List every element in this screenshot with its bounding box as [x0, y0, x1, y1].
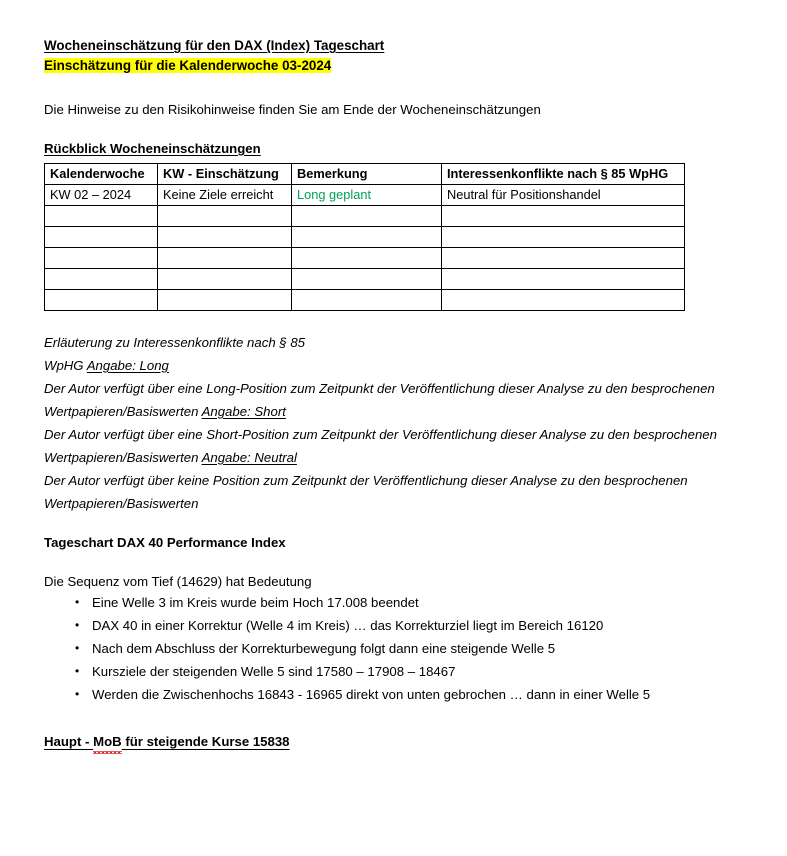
- analysis-lead: Die Sequenz vom Tief (14629) hat Bedeutung: [44, 574, 312, 589]
- cell-empty: [158, 290, 292, 311]
- cell-empty: [158, 269, 292, 290]
- cell-empty: [292, 227, 442, 248]
- review-heading: Rückblick Wocheneinschätzungen: [44, 141, 261, 156]
- analysis-heading: Tageschart DAX 40 Performance Index: [44, 535, 286, 550]
- cell-empty: [292, 269, 442, 290]
- cell-empty: [442, 269, 685, 290]
- list-item: • DAX 40 in einer Korrektur (Welle 4 im Kreis) … das Korrekturziel liegt im Bereich 16120: [92, 614, 744, 637]
- disclosure-line-4-underlined: Angabe: Neutral: [201, 450, 297, 465]
- table-row-empty: [45, 248, 685, 269]
- cell-empty: [45, 290, 158, 311]
- cell-empty: [158, 206, 292, 227]
- document-title-1-text: Wocheneinschätzung für den DAX (Index) Tageschart: [44, 38, 385, 53]
- table-row-empty: [45, 227, 685, 248]
- list-item: • Werden die Zwischenhochs 16843 - 16965 direkt von unten gebrochen … dann in einer Welle 5: [92, 683, 744, 706]
- review-table: [44, 163, 685, 311]
- cell-empty: [45, 206, 158, 227]
- footer-final-line: [44, 732, 290, 752]
- table-row: [45, 185, 685, 206]
- footer-line-wrapper: [44, 732, 744, 752]
- cell-empty: [442, 227, 685, 248]
- table-row-empty: [45, 269, 685, 290]
- column-header-bemerkung: Bemerkung: [292, 164, 442, 185]
- footer-prefix: Haupt -: [44, 734, 94, 749]
- cell-empty: [45, 248, 158, 269]
- cell-empty: [45, 227, 158, 248]
- cell-empty: [292, 248, 442, 269]
- analysis-bullet-list: [44, 591, 744, 706]
- footer-spellchecked-word: MoB: [93, 732, 122, 752]
- cell-empty: [292, 290, 442, 311]
- column-header-einschaetzung: KW - Einschätzung: [158, 164, 292, 185]
- disclosure-line-4-text: Der Autor verfügt über eine Short-Position zum Zeitpunkt der Veröffentlichung dieser Analyse zu den besprochenen Wertpapieren/Basiswerten: [44, 427, 717, 465]
- disclosure-line-3-underlined: Angabe: Short: [201, 404, 286, 419]
- list-item: • Nach dem Abschluss der Korrekturbewegung folgt dann eine steigende Welle 5: [92, 637, 744, 660]
- document-title-2: [44, 56, 744, 76]
- cell-empty: [442, 290, 685, 311]
- table-row-empty: [45, 290, 685, 311]
- list-item: • Eine Welle 3 im Kreis wurde beim Hoch 17.008 beendet: [92, 591, 744, 614]
- disclosure-line-1: Erläuterung zu Interessenkonflikte nach § 85: [44, 335, 305, 350]
- cell-kalenderwoche: KW 02 – 2024: [45, 185, 158, 206]
- document-title-1: [44, 36, 744, 56]
- cell-empty: [45, 269, 158, 290]
- document-body: [44, 36, 744, 752]
- table-header-row: [45, 164, 685, 185]
- document-title-2-text: Einschätzung für die Kalenderwoche 03-2024: [44, 58, 332, 73]
- cell-empty: [292, 206, 442, 227]
- disclosure-line-5: Der Autor verfügt über keine Position zum Zeitpunkt der Veröffentlichung dieser Analyse zu den besprochenen Wertpapieren/Basiswerten: [44, 473, 688, 511]
- disclosure-line-3-text: Der Autor verfügt über eine Long-Position zum Zeitpunkt der Veröffentlichung dieser Analyse zu den besprochenen Wertpapieren/Basiswerten: [44, 381, 715, 419]
- column-header-kalenderwoche: Kalenderwoche: [45, 164, 158, 185]
- disclosure-block: [44, 331, 744, 515]
- disclosure-line-2-underlined: Angabe: Long: [86, 358, 169, 373]
- list-item: • Kursziele der steigenden Welle 5 sind 17580 – 17908 – 18467: [92, 660, 744, 683]
- cell-empty: [158, 248, 292, 269]
- disclosure-line-2-prefix: WpHG: [44, 358, 87, 373]
- table-row-empty: [45, 206, 685, 227]
- cell-empty: [442, 248, 685, 269]
- cell-bemerkung: Long geplant: [292, 185, 442, 206]
- cell-empty: [158, 227, 292, 248]
- cell-einschaetzung: Keine Ziele erreicht: [158, 185, 292, 206]
- disclosure-line-3: [44, 377, 744, 423]
- footer-suffix: für steigende Kurse 15838: [121, 734, 290, 749]
- disclosure-line-4: [44, 423, 744, 469]
- intro-paragraph: Die Hinweise zu den Risikohinweise finden Sie am Ende der Wocheneinschätzungen: [44, 102, 541, 117]
- cell-interessenkonflikte: Neutral für Positionshandel: [442, 185, 685, 206]
- cell-empty: [442, 206, 685, 227]
- column-header-interessenkonflikte: Interessenkonflikte nach § 85 WpHG: [442, 164, 685, 185]
- disclosure-line-2: [44, 354, 744, 377]
